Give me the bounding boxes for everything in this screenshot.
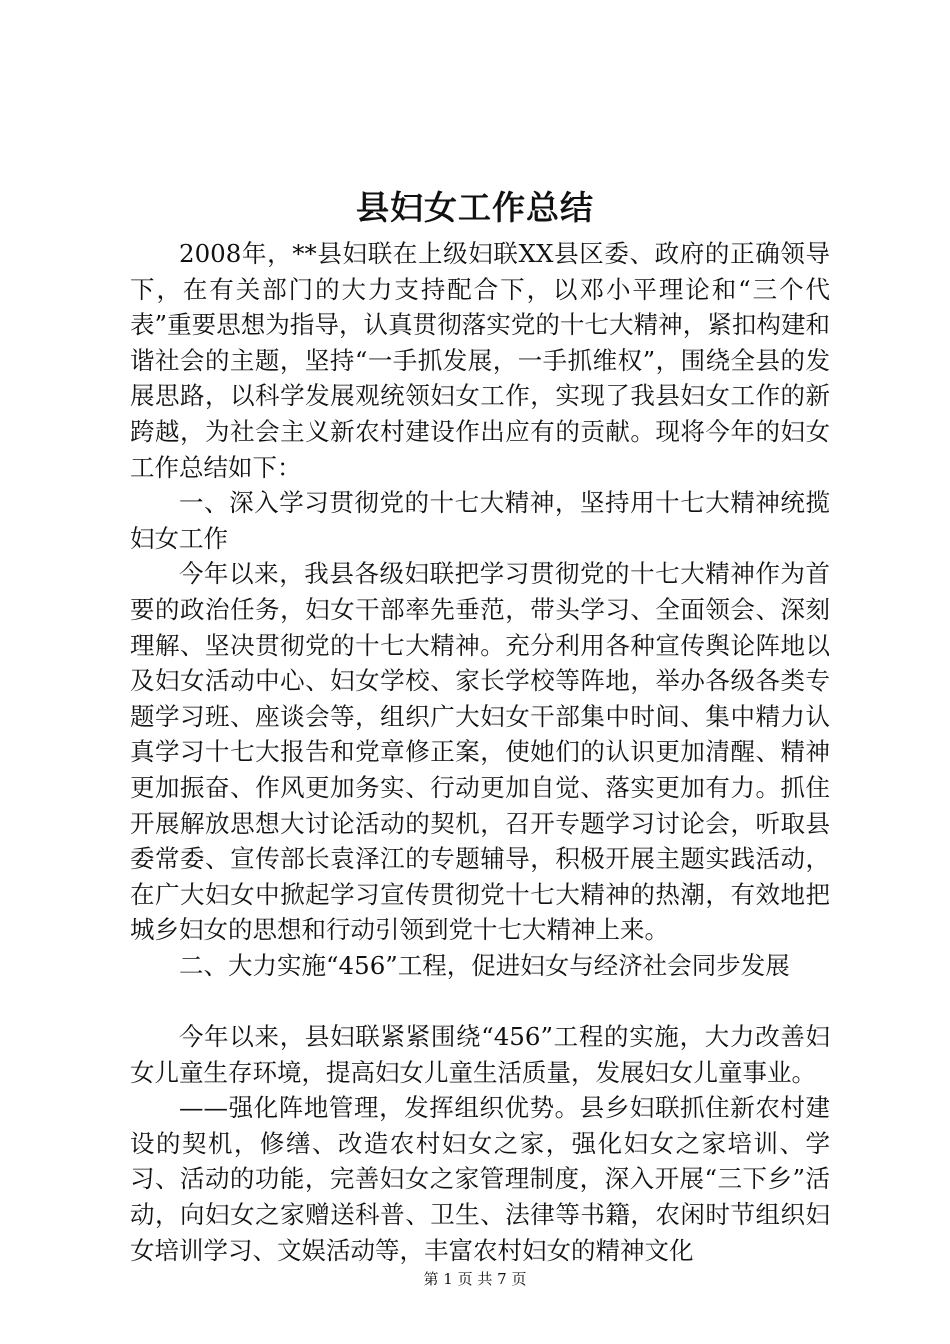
section-2-item-paragraph: ——强化阵地管理，发挥组织优势。县乡妇联抓住新农村建设的契机，修缮、改造农村妇女之家，强化妇女之家培训、学习、活动的功能，完善妇女之家管理制度，深入开展“三下乡”活动，向妇女之家赠送科普、卫生、法律等书籍，农闲时节组织妇女培训学习、文娱活动等，丰富农村妇女的精神文化 (130, 1093, 830, 1265)
section-2-paragraph: 今年以来，县妇联紧紧围绕“456”工程的实施，大力改善妇女儿童生存环境，提高妇女儿童生活质量，发展妇女儿童事业。 (130, 1022, 830, 1087)
section-1-paragraph: 今年以来，我县各级妇联把学习贯彻党的十七大精神作为首要的政治任务，妇女干部率先垂范，带头学习、全面领会、深刻理解、坚决贯彻党的十七大精神。充分利用各种宣传舆论阵地以及妇女活动中心、妇女学校、家长学校等阵地，举办各级各类专题学习班、座谈会等，组织广大妇女干部集中时间、集中精力认真学习十七大报告和党章修正案，使她们的认识更加清醒、精神更加振奋、作风更加务实、行动更加自觉、落实更加有力。抓住开展解放思想大讨论活动的契机，召开专题学习讨论会，听取县委常委、宣传部长袁泽江的专题辅导，积极开展主题实践活动，在广大妇女中掀起学习宣传贯彻党十七大精神的热潮，有效地把城乡妇女的思想和行动引领到党十七大精神上来。 (130, 559, 830, 945)
page-number-footer: 第 1 页 共 7 页 (423, 1270, 527, 1288)
document-body (130, 236, 830, 1268)
intro-paragraph: 2008年，**县妇联在上级妇联XX县区委、政府的正确领导下，在有关部门的大力支持配合下，以邓小平理论和“三个代表”重要思想为指导，认真贯彻落实党的十七大精神，紧扣构建和谐社会的主题，坚持“一手抓发展，一手抓维权”，围绕全县的发展思路，以科学发展观统领妇女工作，实现了我县妇女工作的新跨越，为社会主义新农村建设作出应有的贡献。现将今年的妇女工作总结如下： (130, 239, 830, 482)
document-title: 县妇女工作总结 (356, 188, 594, 227)
section-heading-2: 二、大力实施“456”工程，促进妇女与经济社会同步发展 (179, 950, 790, 980)
section-heading-1: 一、深入学习贯彻党的十七大精神，坚持用十七大精神统揽妇女工作 (130, 488, 830, 553)
